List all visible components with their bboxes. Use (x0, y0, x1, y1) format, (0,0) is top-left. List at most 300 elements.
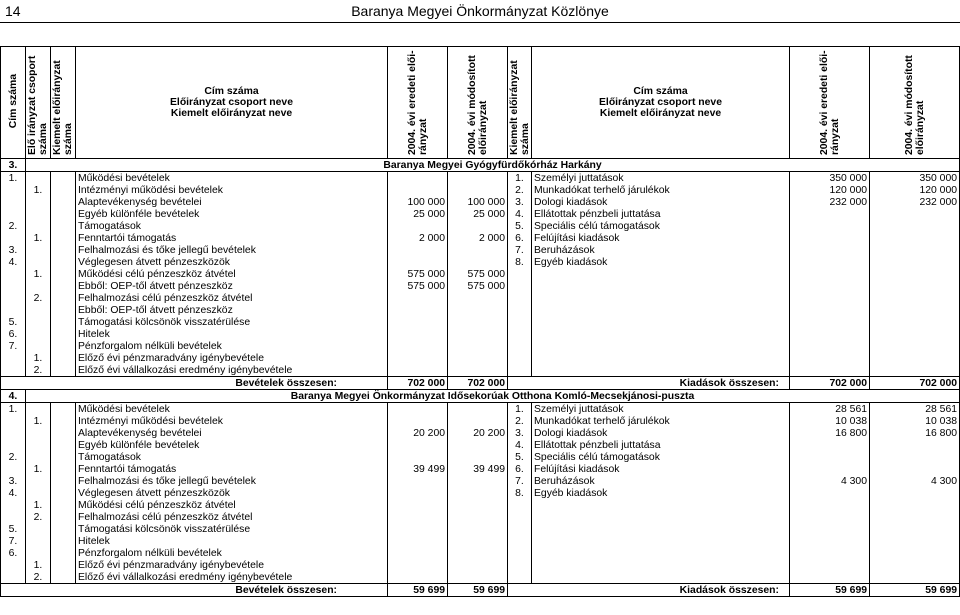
cim-szama-cell (1, 304, 26, 316)
revenue-modified-cell (448, 256, 508, 268)
revenue-modified-cell (448, 535, 508, 547)
expense-modified-cell (870, 511, 960, 523)
revenue-modified-cell: 575 000 (448, 280, 508, 292)
expense-modified-cell (870, 451, 960, 463)
budget-table (0, 46, 960, 597)
section-title: Baranya Megyei Önkormányzat Idősekorúak Otthona Komló-Mecsekjánosi-puszta (26, 390, 960, 403)
expense-number-cell: 6. (508, 232, 532, 244)
revenue-total-original: 702 000 (388, 377, 448, 390)
expense-name-cell: Munkadókat terhelő járulékok (532, 415, 790, 427)
expense-number-cell (508, 535, 532, 547)
expense-number-cell: 4. (508, 208, 532, 220)
expense-number-cell (508, 559, 532, 571)
cim-szama-cell (1, 463, 26, 475)
revenue-modified-cell (448, 523, 508, 535)
expense-modified-cell: 4 300 (870, 475, 960, 487)
kiemelt-szama-cell (51, 415, 76, 427)
section-header-row (1, 159, 960, 172)
kiemelt-szama-cell (51, 571, 76, 584)
header-title-right: Cím száma Előirányzat csoport neve Kiemelt előirányzat neve (532, 47, 790, 159)
csoport-szama-cell (26, 487, 51, 499)
revenue-total-label: Bevételek összesen: (1, 377, 388, 390)
cim-szama-cell (1, 184, 26, 196)
expense-original-cell (790, 547, 870, 559)
revenue-total-modified: 702 000 (448, 377, 508, 390)
revenue-original-cell (388, 340, 448, 352)
kiemelt-szama-cell (51, 427, 76, 439)
revenue-original-cell (388, 475, 448, 487)
page-number: 14 (5, 3, 21, 19)
revenue-modified-cell (448, 451, 508, 463)
expense-number-cell: 1. (508, 403, 532, 416)
expense-original-cell (790, 340, 870, 352)
cim-szama-cell (1, 415, 26, 427)
expense-number-cell: 5. (508, 451, 532, 463)
table-row (1, 523, 960, 535)
expense-name-cell (532, 352, 790, 364)
cim-szama-cell (1, 280, 26, 292)
expense-number-cell: 3. (508, 427, 532, 439)
csoport-szama-cell (26, 340, 51, 352)
expense-number-cell: 3. (508, 196, 532, 208)
expense-name-cell: Felújítási kiadások (532, 232, 790, 244)
table-header-row (1, 47, 960, 159)
revenue-total-label: Bevételek összesen: (1, 584, 388, 597)
revenue-name-cell: Hitelek (76, 535, 388, 547)
header-rule (0, 22, 960, 23)
revenue-name-cell: Véglegesen átvett pénzeszközök (76, 256, 388, 268)
revenue-name-cell: Egyéb különféle bevételek (76, 439, 388, 451)
expense-number-cell (508, 511, 532, 523)
revenue-name-cell: Előző évi vállalkozási eredmény igénybevétele (76, 364, 388, 377)
revenue-original-cell (388, 499, 448, 511)
expense-name-cell: Munkadókat terhelő járulékok (532, 184, 790, 196)
csoport-szama-cell: 2. (26, 364, 51, 377)
kiemelt-szama-cell (51, 256, 76, 268)
csoport-szama-cell (26, 208, 51, 220)
expense-name-cell (532, 547, 790, 559)
revenue-modified-cell (448, 511, 508, 523)
table-row (1, 511, 960, 523)
csoport-szama-cell (26, 196, 51, 208)
expense-original-cell (790, 487, 870, 499)
expense-modified-cell: 350 000 (870, 172, 960, 185)
kiemelt-szama-cell (51, 316, 76, 328)
revenue-name-cell: Fenntartói támogatás (76, 463, 388, 475)
revenue-total-modified: 59 699 (448, 584, 508, 597)
expense-name-cell (532, 268, 790, 280)
revenue-name-cell: Felhalmozási és tőke jellegű bevételek (76, 475, 388, 487)
expense-original-cell (790, 268, 870, 280)
cim-szama-cell: 5. (1, 316, 26, 328)
csoport-szama-cell (26, 403, 51, 416)
csoport-szama-cell: 1. (26, 415, 51, 427)
expense-original-cell: 350 000 (790, 172, 870, 185)
revenue-modified-cell (448, 571, 508, 584)
kiemelt-szama-cell (51, 196, 76, 208)
revenue-original-cell (388, 328, 448, 340)
expense-name-cell: Speciális célú támogatások (532, 451, 790, 463)
table-row (1, 439, 960, 451)
expense-total-label: Kiadások összesen: (508, 584, 790, 597)
expense-name-cell (532, 292, 790, 304)
expense-original-cell (790, 499, 870, 511)
revenue-original-cell: 2 000 (388, 232, 448, 244)
expense-number-cell (508, 352, 532, 364)
csoport-szama-cell (26, 535, 51, 547)
kiemelt-szama-cell (51, 184, 76, 196)
revenue-original-cell (388, 451, 448, 463)
expense-number-cell: 6. (508, 463, 532, 475)
revenue-name-cell: Előző évi pénzmaradvány igénybevétele (76, 559, 388, 571)
csoport-szama-cell: 1. (26, 559, 51, 571)
cim-szama-cell (1, 364, 26, 377)
expense-number-cell (508, 328, 532, 340)
expense-total-label: Kiadások összesen: (508, 377, 790, 390)
expense-modified-cell (870, 364, 960, 377)
expense-name-cell (532, 511, 790, 523)
cim-szama-cell: 2. (1, 220, 26, 232)
expense-original-cell (790, 352, 870, 364)
revenue-original-cell: 39 499 (388, 463, 448, 475)
csoport-szama-cell: 1. (26, 463, 51, 475)
revenue-modified-cell (448, 487, 508, 499)
revenue-name-cell: Egyéb különféle bevételek (76, 208, 388, 220)
header-modositott-left: 2004. évi módosított előirányzat (448, 47, 508, 159)
expense-original-cell (790, 523, 870, 535)
table-row (1, 172, 960, 185)
expense-modified-cell (870, 256, 960, 268)
kiemelt-szama-cell (51, 559, 76, 571)
table-row (1, 403, 960, 416)
revenue-modified-cell (448, 172, 508, 185)
revenue-original-cell (388, 535, 448, 547)
revenue-original-cell (388, 220, 448, 232)
expense-modified-cell (870, 352, 960, 364)
expense-original-cell (790, 208, 870, 220)
csoport-szama-cell (26, 523, 51, 535)
revenue-original-cell (388, 439, 448, 451)
expense-original-cell (790, 463, 870, 475)
table-row (1, 352, 960, 364)
expense-modified-cell: 120 000 (870, 184, 960, 196)
expense-original-cell (790, 304, 870, 316)
section-number: 4. (1, 390, 26, 403)
kiemelt-szama-cell (51, 304, 76, 316)
expense-name-cell: Egyéb kiadások (532, 487, 790, 499)
kiemelt-szama-cell (51, 547, 76, 559)
table-row (1, 280, 960, 292)
revenue-modified-cell (448, 475, 508, 487)
expense-number-cell: 8. (508, 256, 532, 268)
csoport-szama-cell (26, 427, 51, 439)
page-header (0, 0, 960, 24)
header-eredeti-right: 2004. évi eredeti elői-rányzat (790, 47, 870, 159)
revenue-original-cell (388, 316, 448, 328)
expense-name-cell (532, 499, 790, 511)
kiemelt-szama-cell (51, 523, 76, 535)
revenue-modified-cell: 39 499 (448, 463, 508, 475)
revenue-original-cell (388, 364, 448, 377)
revenue-name-cell: Ebből: OEP-től átvett pénzeszköz (76, 280, 388, 292)
section-title: Baranya Megyei Gyógyfürdőkórház Harkány (26, 159, 960, 172)
expense-name-cell: Speciális célú támogatások (532, 220, 790, 232)
expense-name-cell: Személyi juttatások (532, 172, 790, 185)
expense-name-cell (532, 559, 790, 571)
section-header-row (1, 390, 960, 403)
revenue-name-cell: Működési célú pénzeszköz átvétel (76, 268, 388, 280)
revenue-modified-cell: 25 000 (448, 208, 508, 220)
header-title-left: Cím száma Előirányzat csoport neve Kiemelt előirányzat neve (76, 47, 388, 159)
csoport-szama-cell (26, 475, 51, 487)
revenue-original-cell (388, 256, 448, 268)
cim-szama-cell: 5. (1, 523, 26, 535)
revenue-name-cell: Támogatások (76, 451, 388, 463)
table-body (1, 159, 960, 597)
kiemelt-szama-cell (51, 535, 76, 547)
revenue-name-cell: Előző évi pénzmaradvány igénybevétele (76, 352, 388, 364)
expense-modified-cell: 28 561 (870, 403, 960, 416)
revenue-original-cell (388, 559, 448, 571)
kiemelt-szama-cell (51, 511, 76, 523)
cim-szama-cell: 1. (1, 403, 26, 416)
expense-number-cell (508, 340, 532, 352)
csoport-szama-cell (26, 439, 51, 451)
table-row (1, 463, 960, 475)
expense-modified-cell (870, 463, 960, 475)
csoport-szama-cell: 2. (26, 511, 51, 523)
expense-modified-cell (870, 571, 960, 584)
table-row (1, 427, 960, 439)
expense-modified-cell (870, 268, 960, 280)
kiemelt-szama-cell (51, 208, 76, 220)
expense-total-original: 59 699 (790, 584, 870, 597)
expense-modified-cell (870, 487, 960, 499)
expense-original-cell (790, 439, 870, 451)
cim-szama-cell (1, 292, 26, 304)
header-eloiranyzat-csoport: Elő irányzat csoport száma (26, 47, 51, 159)
expense-original-cell (790, 292, 870, 304)
revenue-name-cell: Előző évi vállalkozási eredmény igénybevétele (76, 571, 388, 584)
kiemelt-szama-cell (51, 268, 76, 280)
header-cim-szama: Cím száma (1, 47, 26, 159)
kiemelt-szama-cell (51, 487, 76, 499)
expense-name-cell (532, 571, 790, 584)
csoport-szama-cell: 1. (26, 184, 51, 196)
csoport-szama-cell (26, 547, 51, 559)
kiemelt-szama-cell (51, 475, 76, 487)
kiemelt-szama-cell (51, 244, 76, 256)
expense-modified-cell (870, 316, 960, 328)
expense-original-cell (790, 535, 870, 547)
expense-modified-cell (870, 523, 960, 535)
expense-modified-cell: 232 000 (870, 196, 960, 208)
revenue-original-cell (388, 184, 448, 196)
expense-modified-cell (870, 340, 960, 352)
expense-original-cell (790, 328, 870, 340)
revenue-modified-cell (448, 292, 508, 304)
expense-name-cell (532, 280, 790, 292)
table-row (1, 268, 960, 280)
expense-modified-cell (870, 535, 960, 547)
table-row (1, 415, 960, 427)
expense-modified-cell (870, 220, 960, 232)
expense-modified-cell (870, 328, 960, 340)
revenue-original-cell (388, 352, 448, 364)
cim-szama-cell (1, 427, 26, 439)
table-row (1, 244, 960, 256)
expense-name-cell (532, 523, 790, 535)
revenue-modified-cell (448, 499, 508, 511)
totals-row (1, 584, 960, 597)
page-title: Baranya Megyei Önkormányzat Közlönye (351, 3, 609, 19)
kiemelt-szama-cell (51, 280, 76, 292)
expense-number-cell (508, 571, 532, 584)
revenue-name-cell: Hitelek (76, 328, 388, 340)
csoport-szama-cell (26, 244, 51, 256)
table-row (1, 196, 960, 208)
expense-number-cell (508, 292, 532, 304)
expense-name-cell (532, 316, 790, 328)
table-row (1, 208, 960, 220)
expense-modified-cell (870, 280, 960, 292)
expense-name-cell: Beruházások (532, 244, 790, 256)
revenue-name-cell: Működési bevételek (76, 403, 388, 416)
revenue-name-cell: Működési célú pénzeszköz átvétel (76, 499, 388, 511)
table-row (1, 256, 960, 268)
cim-szama-cell: 6. (1, 547, 26, 559)
expense-name-cell (532, 340, 790, 352)
header-modositott-right: 2004. évi módosított előirányzat (870, 47, 960, 159)
table-row (1, 364, 960, 377)
cim-szama-cell: 3. (1, 475, 26, 487)
revenue-modified-cell (448, 340, 508, 352)
cim-szama-cell (1, 232, 26, 244)
expense-modified-cell (870, 439, 960, 451)
expense-name-cell: Ellátottak pénzbeli juttatása (532, 208, 790, 220)
revenue-modified-cell (448, 559, 508, 571)
expense-modified-cell (870, 304, 960, 316)
expense-modified-cell: 10 038 (870, 415, 960, 427)
expense-original-cell: 232 000 (790, 196, 870, 208)
revenue-original-cell (388, 304, 448, 316)
csoport-szama-cell (26, 220, 51, 232)
expense-original-cell (790, 511, 870, 523)
expense-number-cell (508, 268, 532, 280)
table-row (1, 451, 960, 463)
table-row (1, 535, 960, 547)
header-kiemelt-szama-right: Kiemelt előirányzat száma (508, 47, 532, 159)
expense-modified-cell (870, 232, 960, 244)
revenue-modified-cell (448, 352, 508, 364)
csoport-szama-cell (26, 304, 51, 316)
expense-number-cell (508, 547, 532, 559)
table-row (1, 499, 960, 511)
kiemelt-szama-cell (51, 340, 76, 352)
revenue-original-cell (388, 415, 448, 427)
expense-name-cell (532, 535, 790, 547)
expense-modified-cell: 16 800 (870, 427, 960, 439)
revenue-name-cell: Támogatási kölcsönök visszatérülése (76, 316, 388, 328)
expense-original-cell (790, 232, 870, 244)
revenue-name-cell: Felhalmozási célú pénzeszköz átvétel (76, 292, 388, 304)
table-row (1, 232, 960, 244)
csoport-szama-cell (26, 280, 51, 292)
revenue-name-cell: Pénzforgalom nélküli bevételek (76, 340, 388, 352)
revenue-name-cell: Alaptevékenység bevételei (76, 196, 388, 208)
expense-original-cell: 120 000 (790, 184, 870, 196)
cim-szama-cell (1, 571, 26, 584)
expense-original-cell: 10 038 (790, 415, 870, 427)
kiemelt-szama-cell (51, 328, 76, 340)
cim-szama-cell: 7. (1, 340, 26, 352)
table-row (1, 571, 960, 584)
cim-szama-cell (1, 196, 26, 208)
csoport-szama-cell (26, 316, 51, 328)
expense-original-cell (790, 559, 870, 571)
cim-szama-cell (1, 499, 26, 511)
csoport-szama-cell: 2. (26, 292, 51, 304)
kiemelt-szama-cell (51, 232, 76, 244)
expense-original-cell: 28 561 (790, 403, 870, 416)
revenue-original-cell (388, 571, 448, 584)
expense-modified-cell (870, 559, 960, 571)
expense-original-cell (790, 280, 870, 292)
kiemelt-szama-cell (51, 463, 76, 475)
revenue-original-cell: 20 200 (388, 427, 448, 439)
expense-name-cell (532, 304, 790, 316)
table-row (1, 475, 960, 487)
revenue-original-cell: 25 000 (388, 208, 448, 220)
revenue-name-cell: Ebből: OEP-től átvett pénzeszköz (76, 304, 388, 316)
expense-original-cell: 16 800 (790, 427, 870, 439)
expense-original-cell (790, 220, 870, 232)
table-row (1, 340, 960, 352)
revenue-modified-cell: 2 000 (448, 232, 508, 244)
cim-szama-cell (1, 208, 26, 220)
revenue-modified-cell (448, 304, 508, 316)
expense-modified-cell (870, 244, 960, 256)
expense-name-cell: Ellátottak pénzbeli juttatása (532, 439, 790, 451)
expense-name-cell: Felújítási kiadások (532, 463, 790, 475)
csoport-szama-cell (26, 172, 51, 185)
table-row (1, 547, 960, 559)
kiemelt-szama-cell (51, 352, 76, 364)
revenue-name-cell: Pénzforgalom nélküli bevételek (76, 547, 388, 559)
revenue-name-cell: Alaptevékenység bevételei (76, 427, 388, 439)
revenue-modified-cell (448, 244, 508, 256)
kiemelt-szama-cell (51, 499, 76, 511)
expense-original-cell (790, 451, 870, 463)
expense-name-cell: Személyi juttatások (532, 403, 790, 416)
expense-total-original: 702 000 (790, 377, 870, 390)
expense-original-cell (790, 244, 870, 256)
revenue-original-cell (388, 244, 448, 256)
revenue-name-cell: Intézményi működési bevételek (76, 184, 388, 196)
cim-szama-cell: 2. (1, 451, 26, 463)
expense-number-cell: 7. (508, 244, 532, 256)
csoport-szama-cell: 2. (26, 571, 51, 584)
kiemelt-szama-cell (51, 439, 76, 451)
revenue-modified-cell: 100 000 (448, 196, 508, 208)
expense-name-cell: Beruházások (532, 475, 790, 487)
table-row (1, 487, 960, 499)
expense-number-cell (508, 364, 532, 377)
expense-total-modified: 59 699 (870, 584, 960, 597)
revenue-name-cell: Felhalmozási célú pénzeszköz átvétel (76, 511, 388, 523)
expense-name-cell: Dologi kiadások (532, 196, 790, 208)
revenue-modified-cell (448, 184, 508, 196)
